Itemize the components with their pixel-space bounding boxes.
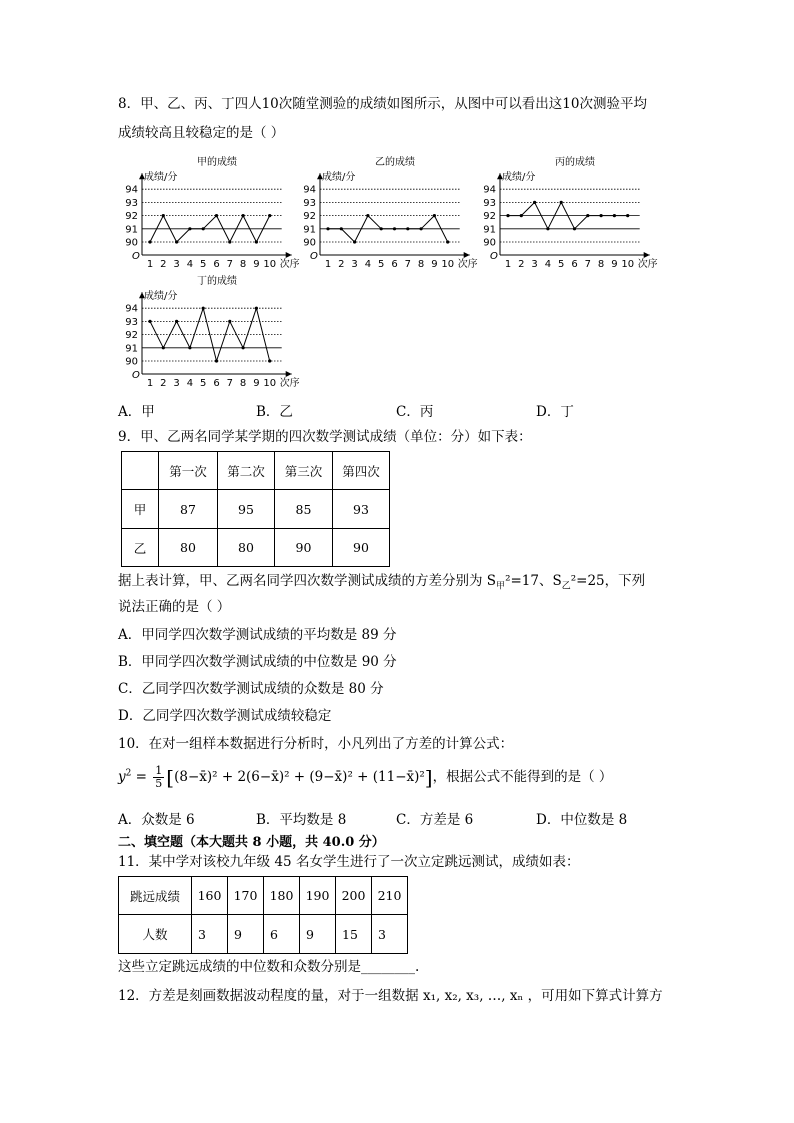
chart-4 [125, 274, 299, 389]
data-point [268, 359, 271, 362]
q9-option-c[interactable]: C．乙同学四次数学测试成绩的众数是 80 分 [118, 681, 384, 697]
x-axis-arrow [286, 371, 292, 377]
chart-title: 丙的成绩 [555, 157, 595, 169]
y-tick-label: 93 [483, 197, 496, 209]
origin-label: O [490, 251, 498, 262]
x-tick-label: 2 [160, 259, 167, 270]
formula-body: (8−x̄)² + 2(6−x̄)² + (9−x̄)² + (11−x̄)² [174, 769, 425, 785]
y-tick-label: 94 [125, 303, 138, 315]
y-tick-label: 91 [125, 343, 138, 355]
origin-label: O [132, 251, 140, 262]
formula-tail: ，根据公式不能得到的是（ ） [432, 769, 613, 785]
x-axis-arrow [286, 252, 292, 258]
q10-line1: 10．在对一组样本数据进行分析时，小凡列出了方差的计算公式： [118, 736, 514, 752]
q9-cell: 80 [218, 529, 275, 567]
chart-title: 乙的成绩 [375, 157, 415, 169]
q11-cell: 跳远成绩 [119, 877, 192, 915]
y-tick-label: 90 [483, 237, 496, 249]
y-axis-label: 成绩/分 [144, 172, 178, 184]
q9-header-cell: 第一次 [159, 452, 218, 490]
data-point [255, 240, 258, 243]
q11-cell: 210 [372, 877, 408, 915]
q12-line1: 12．方差是刻画数据波动程度的量，对于一组数据 x₁, x₂, x₃, …, xₙ ，可用如下算式计算方 [118, 988, 663, 1004]
chart-2 [303, 155, 477, 270]
x-tick-label: 7 [404, 259, 411, 270]
data-point [600, 214, 603, 217]
y-axis-label: 成绩/分 [502, 172, 536, 184]
x-tick-label: 8 [597, 259, 605, 270]
frac-den: 5 [155, 777, 163, 790]
data-point [162, 214, 165, 217]
chart-1 [125, 155, 299, 270]
q11-cell: 200 [336, 877, 372, 915]
y-axis-label: 成绩/分 [144, 291, 178, 303]
data-point [406, 227, 409, 230]
x-tick-label: 8 [239, 378, 247, 389]
q9-option-d[interactable]: D．乙同学四次数学测试成绩较稳定 [118, 708, 332, 724]
x-axis-label: 次序 [279, 259, 300, 270]
q11-cell: 9 [300, 915, 336, 954]
q8-line2: 成绩较高且较稳定的是（ ） [118, 125, 285, 141]
y-tick-label: 91 [483, 224, 496, 236]
x-tick-label: 8 [417, 259, 425, 270]
data-point [393, 227, 396, 230]
data-point [215, 359, 218, 362]
x-tick-label: 7 [226, 259, 233, 270]
x-tick-label: 4 [364, 259, 372, 270]
q8-option-b[interactable]: B．乙 [256, 404, 293, 420]
data-point [520, 214, 523, 217]
data-point [268, 214, 271, 217]
q9-score-table [121, 451, 390, 567]
data-point [175, 320, 178, 323]
q9-option-b[interactable]: B．甲同学四次数学测试成绩的中位数是 90 分 [118, 654, 397, 670]
y-tick-label: 90 [303, 237, 316, 249]
q8-option-c[interactable]: C．丙 [396, 404, 434, 420]
data-point [420, 227, 423, 230]
x-tick-label: 3 [173, 259, 180, 270]
x-tick-label: 1 [504, 259, 512, 270]
data-point [148, 240, 151, 243]
formula-fraction [153, 765, 164, 790]
data-point [353, 240, 356, 243]
y-tick-label: 93 [125, 197, 138, 209]
q11-cell: 9 [228, 915, 264, 954]
q11-cell: 15 [336, 915, 372, 954]
q11-cell: 人数 [119, 915, 192, 954]
data-point [533, 201, 536, 204]
y-tick-label: 93 [125, 316, 138, 328]
data-point [560, 201, 563, 204]
x-tick-label: 6 [571, 259, 578, 270]
x-tick-label: 8 [239, 259, 247, 270]
x-axis-label: 次序 [279, 378, 300, 389]
data-point [613, 214, 616, 217]
x-tick-label: 1 [146, 378, 154, 389]
y-tick-label: 90 [125, 237, 138, 249]
y-tick-label: 94 [303, 184, 316, 196]
variance-formula: $y^2$ = $\frac{1}{5}$ [(8−x̄)² + 2(6−x̄)² + (9−x̄)² + (11−x̄)²]，根据公式不能得到的是（ ） [118, 764, 613, 790]
q9-sub: 甲 [496, 581, 506, 592]
x-tick-label: 10 [263, 259, 277, 270]
q9-cell: 甲 [122, 490, 159, 529]
q10-option-a[interactable]: A．众数是 6 [118, 812, 195, 828]
data-point [242, 346, 245, 349]
origin-label: O [132, 370, 140, 381]
q9-cell: 乙 [122, 529, 159, 567]
x-tick-label: 9 [253, 259, 260, 270]
chart-3 [483, 155, 657, 270]
frac-num: 1 [155, 764, 163, 777]
data-point [175, 240, 178, 243]
q8-line1: 8．甲、乙、丙、丁四人10次随堂测验的成绩如图所示，从图中可以看出这10次测验平均 [118, 96, 647, 112]
x-axis-arrow [644, 252, 650, 258]
x-axis-label: 次序 [457, 259, 478, 270]
q9-text: ²=17、S [505, 573, 562, 589]
x-tick-label: 6 [213, 259, 220, 270]
q11-cell: 160 [192, 877, 228, 915]
data-point [546, 227, 549, 230]
q11-cell: 3 [372, 915, 408, 954]
y-axis-label: 成绩/分 [322, 172, 356, 184]
q9-line2: 说法正确的是（ ） [118, 599, 231, 615]
y-tick-label: 91 [125, 224, 138, 236]
data-point [340, 227, 343, 230]
y-tick-label: 94 [125, 184, 138, 196]
x-axis-label: 次序 [637, 259, 658, 270]
q8-option-d[interactable]: D．丁 [536, 404, 574, 420]
data-point [148, 320, 151, 323]
y-tick-label: 92 [483, 211, 496, 223]
q8-option-a[interactable]: A．甲 [118, 404, 155, 420]
y-tick-label: 93 [303, 197, 316, 209]
q11-cell: 180 [264, 877, 300, 915]
q9-header-cell: 第四次 [333, 452, 390, 490]
x-tick-label: 2 [338, 259, 345, 270]
y-tick-label: 90 [125, 356, 138, 368]
q9-header-cell: 第三次 [275, 452, 333, 490]
x-tick-label: 10 [621, 259, 635, 270]
y-tick-label: 92 [125, 211, 138, 223]
x-tick-label: 10 [263, 378, 277, 389]
q9-variance-line [118, 572, 645, 596]
data-point [202, 227, 205, 230]
x-tick-label: 5 [200, 378, 207, 389]
q9-cell: 95 [218, 490, 275, 529]
chart-title: 甲的成绩 [197, 157, 237, 169]
data-point [446, 240, 449, 243]
x-tick-label: 5 [200, 259, 207, 270]
x-tick-label: 1 [146, 259, 154, 270]
q10-option-b[interactable]: B．平均数是 8 [256, 812, 347, 828]
x-tick-label: 3 [351, 259, 358, 270]
y-tick-label: 92 [125, 330, 138, 342]
x-tick-label: 3 [531, 259, 538, 270]
x-tick-label: 9 [431, 259, 438, 270]
data-point [586, 214, 589, 217]
q11-line2: 这些立定跳远成绩的中位数和众数分别是________. [118, 959, 420, 975]
x-tick-label: 6 [213, 378, 220, 389]
y-tick-label: 91 [303, 224, 316, 236]
x-tick-label: 4 [186, 259, 194, 270]
q9-text: 据上表计算，甲、乙两名同学四次数学测试成绩的方差分别为 S [118, 573, 497, 589]
x-tick-label: 10 [441, 259, 455, 270]
series-line [150, 308, 270, 361]
data-point [255, 307, 258, 310]
q9-cell: 90 [333, 529, 390, 567]
q9-cell: 87 [159, 490, 218, 529]
q10-option-c[interactable]: C．方差是 6 [396, 812, 474, 828]
x-tick-label: 4 [186, 378, 194, 389]
q9-intro: 9．甲、乙两名同学某学期的四次数学测试成绩（单位：分）如下表： [118, 429, 532, 445]
data-point [326, 227, 329, 230]
x-tick-label: 7 [226, 378, 233, 389]
x-tick-label: 9 [611, 259, 618, 270]
data-point [506, 214, 509, 217]
x-tick-label: 4 [544, 259, 552, 270]
data-point [228, 320, 231, 323]
q9-cell: 90 [275, 529, 333, 567]
q11-cell: 170 [228, 877, 264, 915]
x-tick-label: 7 [584, 259, 591, 270]
q11-cell: 3 [192, 915, 228, 954]
section-heading: 二、填空题（本大题共 8 小题，共 40.0 分） [118, 835, 385, 850]
x-tick-label: 3 [173, 378, 180, 389]
q8-charts [0, 0, 794, 400]
q11-cell: 6 [264, 915, 300, 954]
x-tick-label: 6 [391, 259, 398, 270]
origin-label: O [310, 251, 318, 262]
x-tick-label: 5 [378, 259, 385, 270]
data-point [202, 307, 205, 310]
data-point [366, 214, 369, 217]
y-tick-label: 92 [303, 211, 316, 223]
q11-cell: 190 [300, 877, 336, 915]
q9-header-cell [122, 452, 159, 490]
x-tick-label: 1 [324, 259, 332, 270]
q10-option-d[interactable]: D．中位数是 8 [536, 812, 628, 828]
q9-cell: 93 [333, 490, 390, 529]
data-point [433, 214, 436, 217]
q9-header-cell: 第二次 [218, 452, 275, 490]
q9-text: ²=25，下列 [570, 573, 646, 589]
x-axis-arrow [464, 252, 470, 258]
q9-cell: 85 [275, 490, 333, 529]
data-point [162, 346, 165, 349]
data-point [626, 214, 629, 217]
y-tick-label: 94 [483, 184, 496, 196]
x-tick-label: 9 [253, 378, 260, 389]
chart-title: 丁的成绩 [197, 276, 237, 288]
data-point [573, 227, 576, 230]
x-tick-label: 5 [558, 259, 565, 270]
data-point [188, 227, 191, 230]
q11-line1: 11．某中学对该校九年级 45 名女学生进行了一次立定跳远测试，成绩如表： [118, 854, 580, 870]
data-point [188, 346, 191, 349]
x-tick-label: 2 [160, 378, 167, 389]
data-point [380, 227, 383, 230]
x-tick-label: 2 [518, 259, 525, 270]
q11-jump-table [118, 876, 408, 954]
data-point [228, 240, 231, 243]
formula-lhs: y [118, 769, 126, 785]
q9-option-a[interactable]: A．甲同学四次数学测试成绩的平均数是 89 分 [118, 627, 397, 643]
q9-cell: 80 [159, 529, 218, 567]
data-point [215, 214, 218, 217]
q9-sub: 乙 [561, 581, 571, 592]
data-point [242, 214, 245, 217]
